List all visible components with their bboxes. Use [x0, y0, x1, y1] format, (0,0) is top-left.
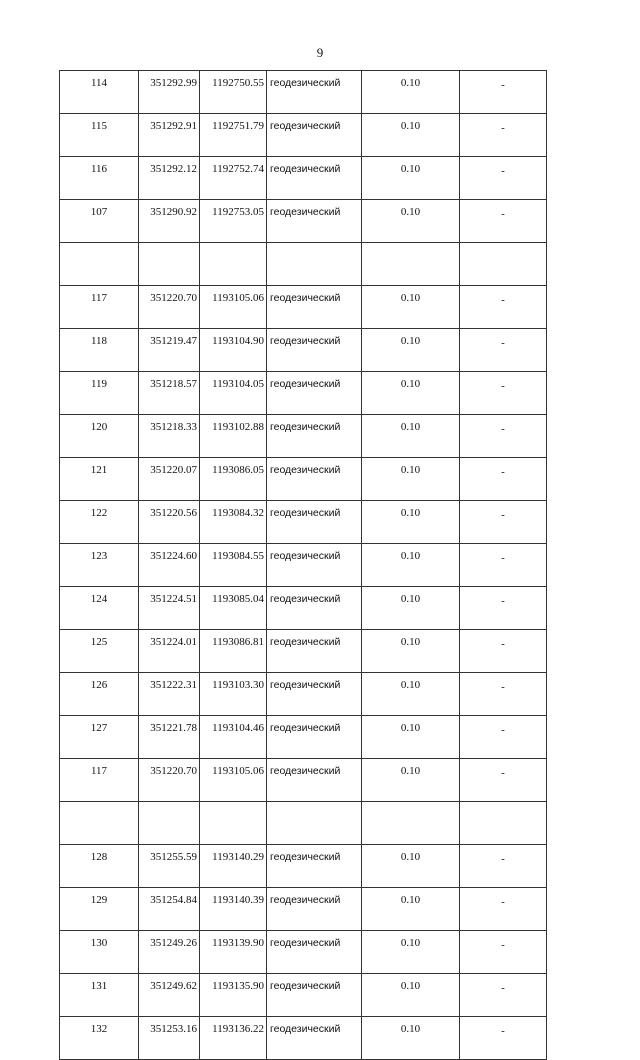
y-coordinate-cell: 1193084.55: [200, 544, 267, 587]
method-cell: геодезический: [267, 114, 362, 157]
x-coordinate-cell: 351222.31: [139, 673, 200, 716]
extra-cell: -: [460, 1017, 547, 1060]
method-cell: геодезический: [267, 888, 362, 931]
point-number-cell: 119: [60, 372, 139, 415]
point-number-cell: 126: [60, 673, 139, 716]
table-row: [60, 673, 547, 716]
table-row: [60, 630, 547, 673]
x-coordinate-cell: [139, 802, 200, 845]
table-row: [60, 329, 547, 372]
method-cell: геодезический: [267, 71, 362, 114]
x-coordinate-cell: 351221.78: [139, 716, 200, 759]
method-cell: [267, 802, 362, 845]
method-cell: геодезический: [267, 544, 362, 587]
y-coordinate-cell: 1192753.05: [200, 200, 267, 243]
table-row: [60, 458, 547, 501]
point-number-cell: 132: [60, 1017, 139, 1060]
table-row: [60, 544, 547, 587]
extra-cell: -: [460, 415, 547, 458]
accuracy-cell: 0.10: [362, 286, 460, 329]
extra-cell: -: [460, 888, 547, 931]
x-coordinate-cell: 351218.33: [139, 415, 200, 458]
accuracy-cell: 0.10: [362, 71, 460, 114]
method-cell: [267, 243, 362, 286]
extra-cell: -: [460, 200, 547, 243]
table-row: [60, 845, 547, 888]
y-coordinate-cell: 1193104.90: [200, 329, 267, 372]
accuracy-cell: 0.10: [362, 329, 460, 372]
point-number-cell: 129: [60, 888, 139, 931]
x-coordinate-cell: 351220.07: [139, 458, 200, 501]
accuracy-cell: 0.10: [362, 974, 460, 1017]
point-number-cell: 123: [60, 544, 139, 587]
point-number-cell: [60, 243, 139, 286]
extra-cell: -: [460, 759, 547, 802]
table-row: [60, 286, 547, 329]
y-coordinate-cell: 1192750.55: [200, 71, 267, 114]
page-number: 9: [316, 45, 324, 60]
accuracy-cell: 0.10: [362, 458, 460, 501]
x-coordinate-cell: 351292.91: [139, 114, 200, 157]
x-coordinate-cell: 351219.47: [139, 329, 200, 372]
y-coordinate-cell: 1193135.90: [200, 974, 267, 1017]
accuracy-cell: 0.10: [362, 587, 460, 630]
method-cell: геодезический: [267, 329, 362, 372]
accuracy-cell: 0.10: [362, 415, 460, 458]
x-coordinate-cell: 351255.59: [139, 845, 200, 888]
y-coordinate-cell: 1193139.90: [200, 931, 267, 974]
point-number-cell: 122: [60, 501, 139, 544]
method-cell: геодезический: [267, 415, 362, 458]
y-coordinate-cell: 1193136.22: [200, 1017, 267, 1060]
extra-cell: -: [460, 630, 547, 673]
method-cell: геодезический: [267, 458, 362, 501]
accuracy-cell: [362, 802, 460, 845]
table-row: [60, 587, 547, 630]
point-number-cell: 131: [60, 974, 139, 1017]
table-row: [60, 1017, 547, 1060]
method-cell: геодезический: [267, 501, 362, 544]
table-row: [60, 974, 547, 1017]
y-coordinate-cell: 1193103.30: [200, 673, 267, 716]
x-coordinate-cell: 351218.57: [139, 372, 200, 415]
x-coordinate-cell: 351220.56: [139, 501, 200, 544]
extra-cell: -: [460, 329, 547, 372]
extra-cell: [460, 243, 547, 286]
x-coordinate-cell: 351290.92: [139, 200, 200, 243]
x-coordinate-cell: 351224.51: [139, 587, 200, 630]
table-row: [60, 372, 547, 415]
x-coordinate-cell: 351220.70: [139, 759, 200, 802]
x-coordinate-cell: 351292.12: [139, 157, 200, 200]
y-coordinate-cell: 1192752.74: [200, 157, 267, 200]
method-cell: геодезический: [267, 1017, 362, 1060]
extra-cell: -: [460, 501, 547, 544]
extra-cell: -: [460, 157, 547, 200]
table-row: [60, 759, 547, 802]
point-number-cell: 107: [60, 200, 139, 243]
y-coordinate-cell: 1193084.32: [200, 501, 267, 544]
point-number-cell: 130: [60, 931, 139, 974]
accuracy-cell: 0.10: [362, 716, 460, 759]
y-coordinate-cell: 1193102.88: [200, 415, 267, 458]
coordinates-table: [59, 70, 547, 1060]
x-coordinate-cell: 351253.16: [139, 1017, 200, 1060]
point-number-cell: 121: [60, 458, 139, 501]
accuracy-cell: 0.10: [362, 888, 460, 931]
point-number-cell: 125: [60, 630, 139, 673]
x-coordinate-cell: 351292.99: [139, 71, 200, 114]
accuracy-cell: 0.10: [362, 1017, 460, 1060]
accuracy-cell: 0.10: [362, 759, 460, 802]
method-cell: геодезический: [267, 716, 362, 759]
point-number-cell: [60, 802, 139, 845]
y-coordinate-cell: 1193086.81: [200, 630, 267, 673]
accuracy-cell: 0.10: [362, 931, 460, 974]
method-cell: геодезический: [267, 200, 362, 243]
y-coordinate-cell: 1193086.05: [200, 458, 267, 501]
method-cell: геодезический: [267, 759, 362, 802]
accuracy-cell: [362, 243, 460, 286]
point-number-cell: 128: [60, 845, 139, 888]
accuracy-cell: 0.10: [362, 630, 460, 673]
table-row: [60, 114, 547, 157]
y-coordinate-cell: 1193105.06: [200, 286, 267, 329]
table-row: [60, 931, 547, 974]
table-row: [60, 71, 547, 114]
table-row: [60, 415, 547, 458]
method-cell: геодезический: [267, 931, 362, 974]
point-number-cell: 127: [60, 716, 139, 759]
method-cell: геодезический: [267, 845, 362, 888]
accuracy-cell: 0.10: [362, 673, 460, 716]
point-number-cell: 115: [60, 114, 139, 157]
table-row: [60, 200, 547, 243]
accuracy-cell: 0.10: [362, 200, 460, 243]
y-coordinate-cell: 1193140.29: [200, 845, 267, 888]
table-row: [60, 716, 547, 759]
extra-cell: -: [460, 587, 547, 630]
table-row: [60, 888, 547, 931]
accuracy-cell: 0.10: [362, 157, 460, 200]
x-coordinate-cell: 351220.70: [139, 286, 200, 329]
accuracy-cell: 0.10: [362, 372, 460, 415]
y-coordinate-cell: 1193104.05: [200, 372, 267, 415]
y-coordinate-cell: 1192751.79: [200, 114, 267, 157]
method-cell: геодезический: [267, 630, 362, 673]
extra-cell: -: [460, 372, 547, 415]
extra-cell: -: [460, 286, 547, 329]
x-coordinate-cell: 351224.01: [139, 630, 200, 673]
x-coordinate-cell: 351224.60: [139, 544, 200, 587]
point-number-cell: 120: [60, 415, 139, 458]
table-row: [60, 243, 547, 286]
accuracy-cell: 0.10: [362, 544, 460, 587]
extra-cell: -: [460, 114, 547, 157]
accuracy-cell: 0.10: [362, 114, 460, 157]
extra-cell: -: [460, 974, 547, 1017]
extra-cell: -: [460, 71, 547, 114]
point-number-cell: 116: [60, 157, 139, 200]
method-cell: геодезический: [267, 157, 362, 200]
y-coordinate-cell: 1193105.06: [200, 759, 267, 802]
method-cell: геодезический: [267, 673, 362, 716]
x-coordinate-cell: 351254.84: [139, 888, 200, 931]
y-coordinate-cell: 1193085.04: [200, 587, 267, 630]
coordinates-table-body: [60, 71, 547, 1060]
point-number-cell: 118: [60, 329, 139, 372]
extra-cell: -: [460, 845, 547, 888]
table-row: [60, 501, 547, 544]
y-coordinate-cell: 1193140.39: [200, 888, 267, 931]
extra-cell: -: [460, 544, 547, 587]
method-cell: геодезический: [267, 587, 362, 630]
extra-cell: [460, 802, 547, 845]
x-coordinate-cell: 351249.62: [139, 974, 200, 1017]
extra-cell: -: [460, 673, 547, 716]
y-coordinate-cell: [200, 243, 267, 286]
point-number-cell: 117: [60, 286, 139, 329]
point-number-cell: 124: [60, 587, 139, 630]
x-coordinate-cell: 351249.26: [139, 931, 200, 974]
point-number-cell: 114: [60, 71, 139, 114]
point-number-cell: 117: [60, 759, 139, 802]
accuracy-cell: 0.10: [362, 845, 460, 888]
method-cell: геодезический: [267, 974, 362, 1017]
method-cell: геодезический: [267, 286, 362, 329]
x-coordinate-cell: [139, 243, 200, 286]
extra-cell: -: [460, 716, 547, 759]
table-row: [60, 157, 547, 200]
extra-cell: -: [460, 931, 547, 974]
accuracy-cell: 0.10: [362, 501, 460, 544]
table-row: [60, 802, 547, 845]
y-coordinate-cell: 1193104.46: [200, 716, 267, 759]
extra-cell: -: [460, 458, 547, 501]
y-coordinate-cell: [200, 802, 267, 845]
method-cell: геодезический: [267, 372, 362, 415]
